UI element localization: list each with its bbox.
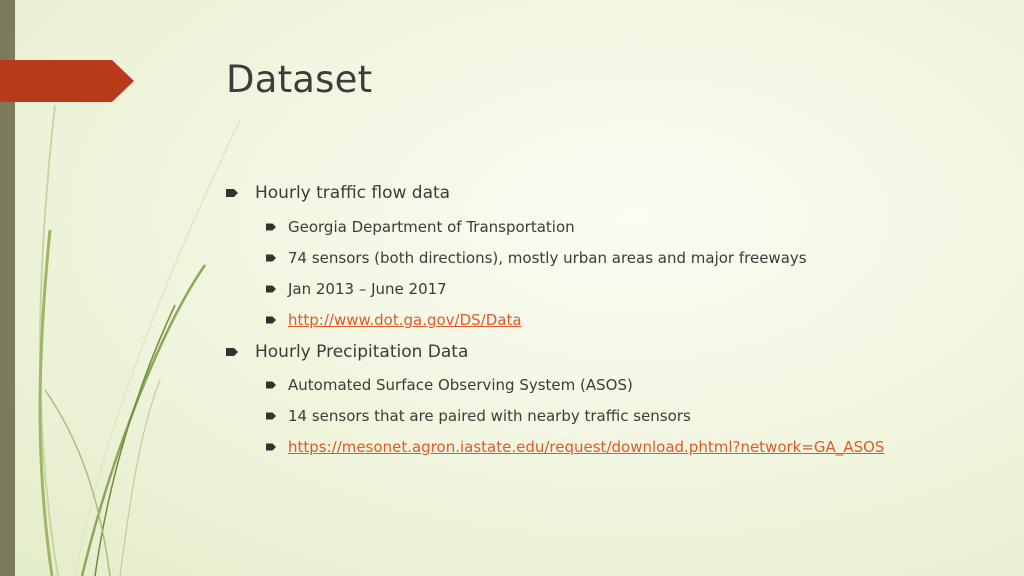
bullet-icon: [226, 347, 238, 357]
bullet-icon: [266, 254, 276, 262]
bullet-icon: [226, 188, 238, 198]
bullet-icon: [266, 316, 276, 324]
bullet-text: Automated Surface Observing System (ASOS): [288, 376, 633, 394]
bullet-item: [266, 218, 575, 236]
gdot-data-link[interactable]: http://www.dot.ga.gov/DS/Data: [288, 311, 522, 329]
bullet-icon: [266, 223, 276, 231]
bullet-item: [266, 407, 691, 425]
mesonet-asos-link[interactable]: https://mesonet.agron.iastate.edu/request/download.phtml?network=GA_ASOS: [288, 438, 885, 456]
bullet-item: [266, 249, 807, 267]
bullet-text: 14 sensors that are paired with nearby traffic sensors: [288, 407, 691, 425]
bullet-text: Jan 2013 – June 2017: [288, 280, 447, 298]
bullet-item: [266, 438, 884, 456]
bullet-icon: [266, 285, 276, 293]
bullet-text: Hourly traffic flow data: [255, 183, 451, 203]
bullet-icon: [266, 443, 276, 451]
slide-title: Dataset: [226, 58, 373, 101]
bullet-item: [226, 342, 468, 362]
title-marker-arrow: [0, 60, 134, 102]
bullet-item: [266, 311, 522, 329]
bullet-item: [266, 376, 633, 394]
bullet-text: Hourly Precipitation Data: [255, 342, 469, 362]
bullet-item: [226, 183, 450, 203]
bullet-icon: [266, 381, 276, 389]
bullet-text: 74 sensors (both directions), mostly urban areas and major freeways: [288, 249, 807, 267]
bullet-icon: [266, 412, 276, 420]
bullet-item: [266, 280, 447, 298]
bullet-text: Georgia Department of Transportation: [288, 218, 575, 236]
